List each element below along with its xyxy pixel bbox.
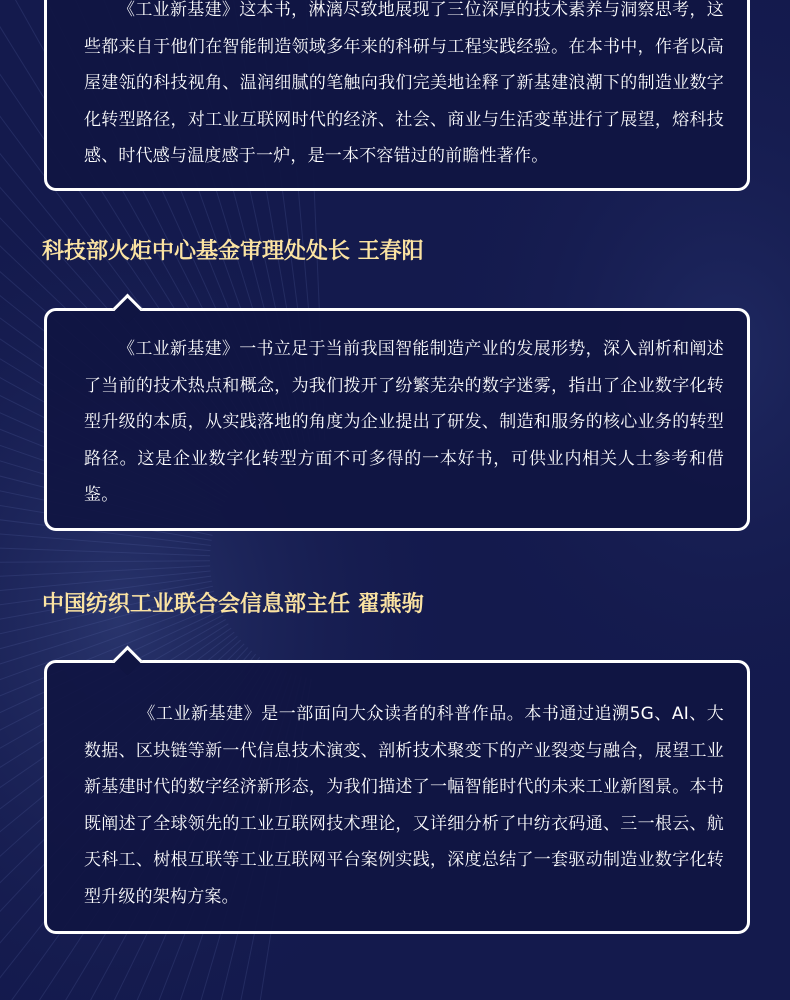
reviewer-heading-2: 科技部火炬中心基金审理处处长 王春阳 bbox=[42, 239, 424, 264]
quote-card-2 bbox=[44, 308, 750, 531]
quote-paragraph-1: 《工业新基建》这本书，淋漓尽致地展现了三位深厚的技术素养与洞察思考，这些都来自于他们在智能制造领域多年来的科研与工程实践经验。在本书中，作者以高屋建瓴的科技视角、温润细腻的笔触向我们完美地诠释了新基建浪潮下的制造业数字化转型路径，对工业互联网时代的经济、社会、商业与生活变革进行了展望，熔科技感、时代感与温度感于一炉，是一本不容错过的前瞻性著作。 bbox=[84, 0, 724, 166]
quote-paragraph-3: 《工业新基建》是一部面向大众读者的科普作品。本书通过追溯5G、AI、大数据、区块链等新一代信息技术演变、剖析技术聚变下的产业裂变与融合，展望工业新基建时代的数字经济新形态，为我们描述了一幅智能时代的未来工业新图景。本书既阐述了全球领先的工业互联网技术理论，又详细分析了中纺衣码通、三一根云、航天科工、树根互联等工业互联网平台案例实践，深度总结了一套驱动制造业数字化转型升级的架构方案。 bbox=[84, 704, 724, 907]
quote-paragraph-2: 《工业新基建》一书立足于当前我国智能制造产业的发展形势，深入剖析和阐述了当前的技术热点和概念，为我们拨开了纷繁芜杂的数字迷雾，指出了企业数字化转型升级的本质，从实践落地的角度为企业提出了研发、制造和服务的核心业务的转型路径。这是企业数字化转型方面不可多得的一本好书，可供业内相关人士参考和借鉴。 bbox=[84, 339, 724, 505]
quote-card-1 bbox=[44, 0, 750, 191]
quote-card-3 bbox=[44, 660, 750, 934]
reviewer-heading-3: 中国纺织工业联合会信息部主任 翟燕驹 bbox=[42, 592, 424, 617]
